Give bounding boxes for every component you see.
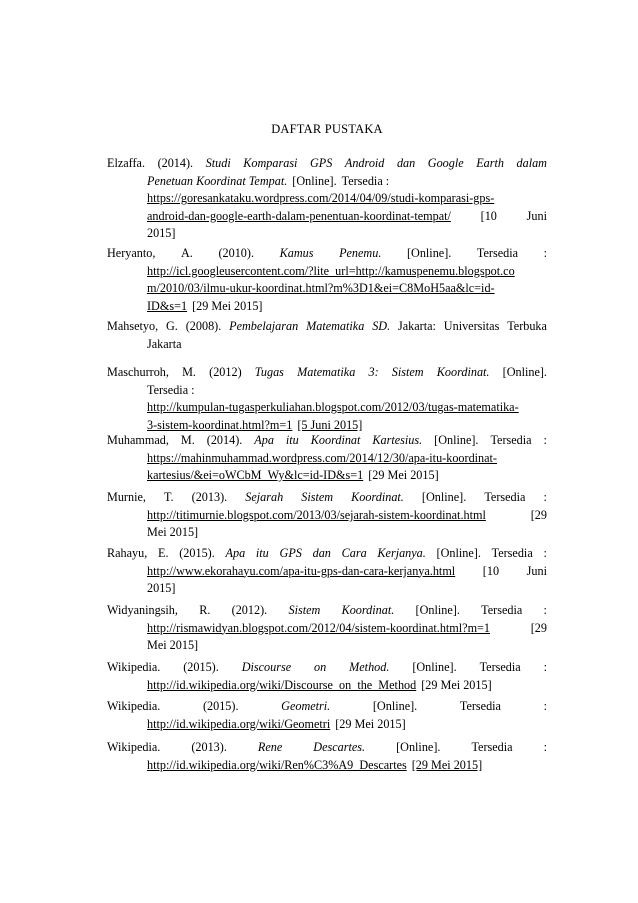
reference-text: Sistem: [301, 490, 334, 504]
reference-link[interactable]: http://id.wikipedia.org/wiki/Geometri: [147, 716, 331, 731]
reference-text: :: [543, 660, 547, 674]
reference-link[interactable]: http://rismawidyan.blogspot.com/2012/04/sistem-koordinat.html?m=1: [147, 620, 491, 635]
reference-link[interactable]: kartesius/&ei=oWCbM_Wy&lc=id-ID&s=1: [147, 468, 364, 483]
reference-text: [Online].: [502, 365, 547, 379]
reference-link[interactable]: http://icl.googleusercontent.com/?lite_url=http://kamuspenemu.blogspot.co: [147, 263, 515, 278]
reference-text: GPS: [279, 546, 302, 560]
reference-text: dalam: [516, 156, 547, 170]
reference-entry: [107, 659, 547, 694]
reference-text: Kamus: [279, 246, 314, 260]
reference-entry: [107, 545, 547, 598]
reference-text: (2015).: [179, 546, 215, 560]
reference-link[interactable]: ID&s=1: [147, 298, 188, 313]
reference-link[interactable]: m/2010/03/ilmu-ukur-koordinat.html?m%3D1&ei=C8MoH5aa&lc=id-: [147, 281, 495, 296]
reference-text: Terbuka: [507, 319, 547, 333]
reference-text: [Online].: [406, 246, 452, 260]
reference-link[interactable]: http://titimurnie.blogspot.com/2013/03/sejarah-sistem-koordinat.html: [147, 507, 486, 522]
reference-text: [Online].: [396, 740, 441, 754]
reference-text: Android: [344, 156, 385, 170]
reference-text: M.: [182, 365, 196, 379]
reference-text: Wikipedia.: [107, 699, 161, 713]
reference-text: Tersedia :: [147, 382, 195, 397]
reference-text: Earth: [476, 156, 504, 170]
reference-text: :: [543, 603, 547, 617]
reference-text: Wikipedia.: [107, 740, 161, 754]
reference-text: [10: [480, 208, 497, 223]
reference-text: [Online].: [372, 699, 418, 713]
reference-text: Rene: [257, 740, 283, 754]
reference-entry: [107, 318, 547, 353]
reference-text: [29 Mei 2015]: [411, 757, 483, 772]
reference-text: Heryanto,: [107, 246, 156, 260]
reference-entry: [107, 489, 547, 542]
reference-text: 2015]: [147, 226, 176, 241]
reference-text: Maschurroh,: [107, 365, 169, 379]
reference-text: (2014).: [206, 433, 243, 447]
reference-text: [10: [482, 563, 500, 578]
reference-text: Descartes.: [313, 740, 366, 754]
reference-text: [Online].: [421, 490, 467, 504]
reference-entry: [107, 739, 547, 774]
reference-text: Discourse: [241, 660, 292, 674]
reference-text: Tersedia: [490, 433, 532, 447]
reference-text: [Online].: [412, 660, 457, 674]
reference-text: on: [314, 660, 327, 674]
reference-text: :: [543, 246, 547, 260]
reference-text: Kartesius.: [372, 433, 423, 447]
reference-text: SD.: [372, 319, 391, 333]
reference-text: [29 Mei 2015]: [335, 716, 406, 731]
reference-text: Sistem: [391, 365, 424, 379]
reference-text: (2014).: [157, 156, 194, 170]
reference-text: Tugas: [254, 365, 284, 379]
reference-text: Cara: [341, 546, 367, 560]
reference-link[interactable]: http://id.wikipedia.org/wiki/Discourse_on_the_Method: [147, 677, 417, 692]
reference-text: 3:: [368, 365, 379, 379]
reference-link[interactable]: https://goresankataku.wordpress.com/2014/04/09/studi-komparasi-gps-: [147, 191, 495, 206]
reference-text: (2008).: [185, 319, 222, 333]
reference-text: (2010).: [218, 246, 254, 260]
reference-text: Sejarah: [245, 490, 284, 504]
reference-text: Mei 2015]: [147, 525, 199, 540]
reference-text: Sistem: [288, 603, 321, 617]
reference-link[interactable]: http://kumpulan-tugasperkuliahan.blogspot.com/2012/03/tugas-matematika-: [147, 400, 519, 415]
reference-entry: [107, 364, 547, 434]
reference-text: itu: [255, 546, 269, 560]
reference-text: Koordinat: [310, 433, 361, 447]
reference-text: Juni: [526, 208, 547, 223]
reference-text: [Online].: [436, 546, 481, 560]
reference-text: Tersedia: [476, 246, 519, 260]
reference-text: [5 Juni 2015]: [297, 417, 363, 432]
reference-text: E.: [158, 546, 169, 560]
reference-text: [29 Mei 2015]: [192, 298, 263, 313]
reference-text: (2012).: [231, 603, 268, 617]
reference-text: Pembelajaran: [229, 319, 299, 333]
reference-text: Penetuan Koordinat Tempat.: [147, 173, 288, 188]
reference-text: itu: [285, 433, 299, 447]
reference-text: Matematika: [297, 365, 356, 379]
reference-text: M.: [180, 433, 195, 447]
reference-entry: [107, 698, 547, 733]
reference-text: dan: [396, 156, 416, 170]
reference-text: Tersedia: [471, 740, 513, 754]
reference-text: Tersedia: [481, 603, 523, 617]
reference-text: Method.: [349, 660, 390, 674]
reference-text: Jakarta: [147, 336, 182, 351]
reference-text: [Online].: [415, 603, 460, 617]
reference-text: :: [543, 699, 547, 713]
reference-link[interactable]: android-dan-google-earth-dalam-penentuan-koordinat-tempat/: [147, 208, 451, 223]
reference-entry: [107, 245, 547, 315]
reference-text: [29 Mei 2015]: [421, 677, 492, 692]
reference-text: Tersedia: [479, 660, 521, 674]
reference-text: Studi: [205, 156, 231, 170]
reference-text: :: [543, 433, 547, 447]
reference-text: [Online].: [434, 433, 479, 447]
reference-text: dan: [312, 546, 331, 560]
reference-text: Murnie,: [107, 490, 146, 504]
reference-text: Apa: [225, 546, 246, 560]
reference-text: [29: [530, 620, 547, 635]
reference-text: [29: [530, 507, 547, 522]
reference-text: A.: [181, 246, 193, 260]
reference-text: (2015).: [183, 660, 219, 674]
reference-text: Jakarta:: [398, 319, 436, 333]
reference-link[interactable]: http://id.wikipedia.org/wiki/Ren%C3%A9_Descartes: [147, 757, 407, 772]
reference-text: Universitas: [443, 319, 500, 333]
reference-text: :: [543, 490, 547, 504]
reference-text: Koordinat.: [351, 490, 404, 504]
reference-text: Widyaningsih,: [107, 603, 178, 617]
reference-entry: [107, 432, 547, 485]
reference-text: Koordinat.: [436, 365, 490, 379]
reference-entry: [107, 602, 547, 655]
reference-text: [29 Mei 2015]: [368, 468, 439, 483]
reference-text: Muhammad,: [107, 433, 169, 447]
reference-text: Penemu.: [339, 246, 382, 260]
reference-link[interactable]: http://www.ekorahayu.com/apa-itu-gps-dan-cara-kerjanya.html: [147, 563, 456, 578]
reference-text: Apa: [254, 433, 274, 447]
reference-text: Rahayu,: [107, 546, 148, 560]
reference-text: Kerjanya.: [377, 546, 426, 560]
reference-text: GPS: [310, 156, 333, 170]
reference-text: Geometri.: [281, 699, 331, 713]
reference-text: (2015).: [202, 699, 239, 713]
reference-text: (2013).: [191, 740, 227, 754]
reference-text: Mei 2015]: [147, 638, 199, 653]
reference-text: Google: [427, 156, 464, 170]
reference-text: Tersedia: [491, 546, 533, 560]
reference-text: Mahsetyo,: [107, 319, 159, 333]
reference-text: :: [543, 546, 547, 560]
reference-text: R.: [199, 603, 211, 617]
reference-link[interactable]: https://mahinmuhammad.wordpress.com/2014/12/30/apa-itu-koordinat-: [147, 450, 497, 465]
reference-text: Tersedia: [459, 699, 501, 713]
reference-text: Wikipedia.: [107, 660, 161, 674]
reference-text: Tersedia :: [341, 173, 390, 188]
page-title: DAFTAR PUSTAKA: [271, 122, 383, 136]
reference-entry: [107, 155, 547, 243]
reference-text: 2015]: [147, 581, 176, 596]
reference-text: [Online].: [292, 173, 337, 188]
reference-link[interactable]: 3-sistem-koordinat.html?m=1: [147, 417, 293, 432]
reference-text: Koordinat.: [341, 603, 395, 617]
reference-text: :: [543, 740, 547, 754]
reference-text: G.: [166, 319, 178, 333]
reference-text: T.: [164, 490, 174, 504]
reference-text: Matematika: [306, 319, 365, 333]
reference-text: Komparasi: [243, 156, 298, 170]
reference-text: Juni: [526, 563, 547, 578]
reference-text: Tersedia: [484, 490, 526, 504]
reference-text: (2012): [209, 365, 242, 379]
reference-text: (2013).: [191, 490, 228, 504]
reference-text: Elzaffa.: [107, 156, 146, 170]
